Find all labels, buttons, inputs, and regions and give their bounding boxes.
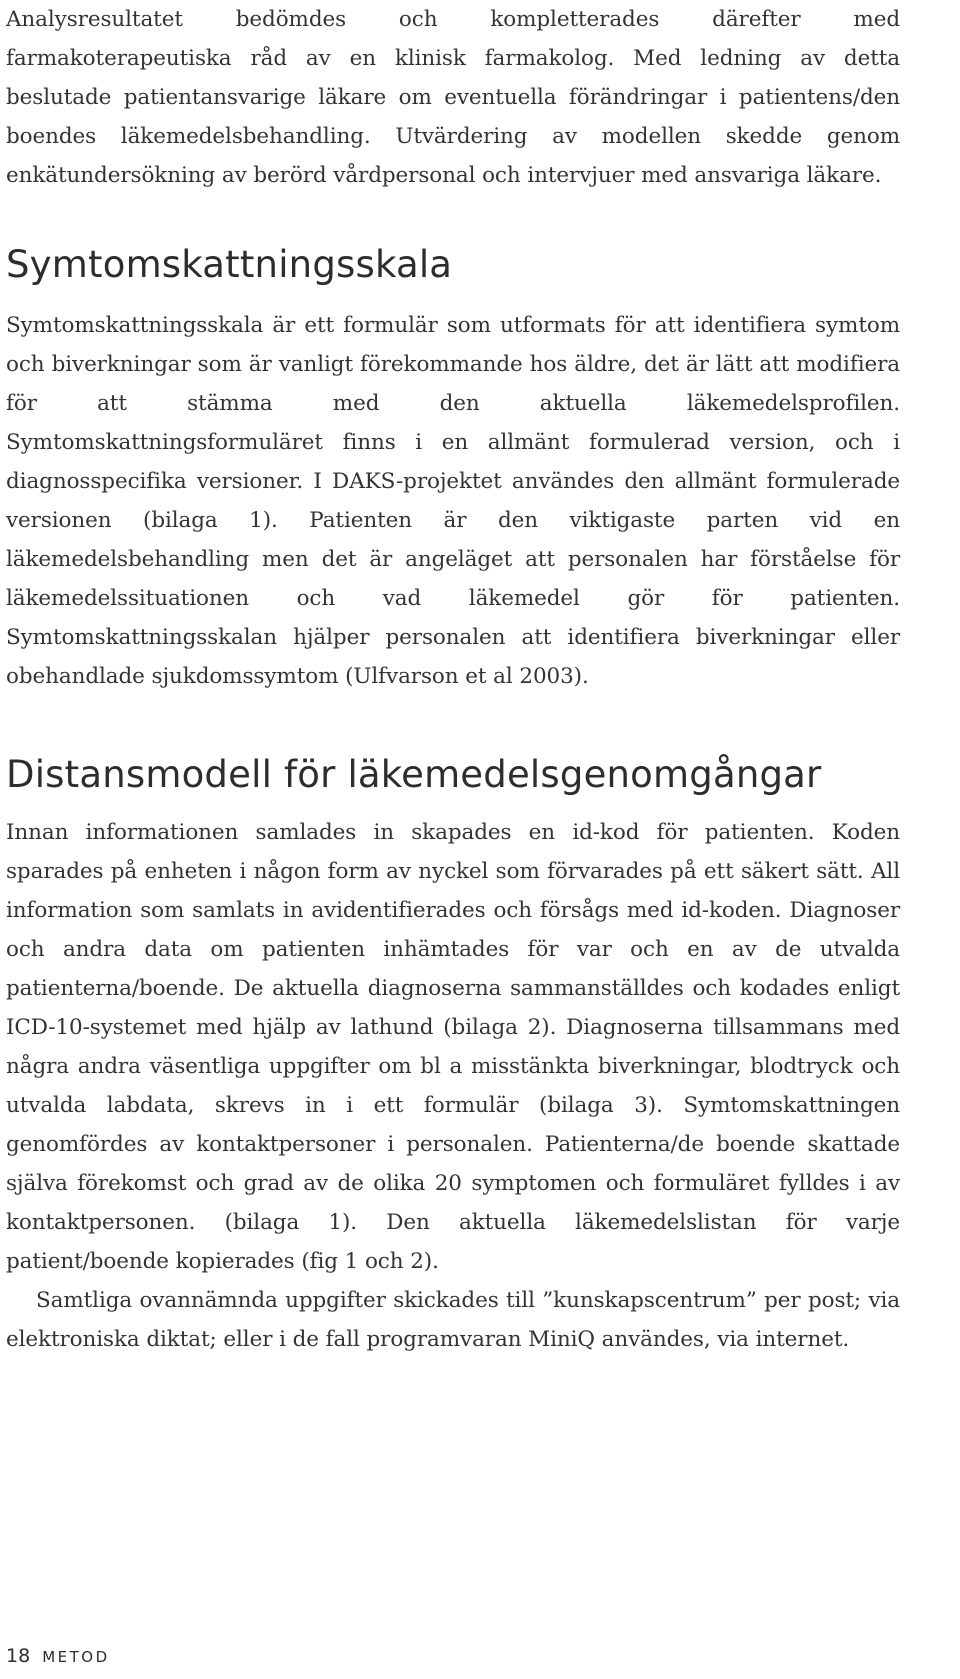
intro-paragraph: Analysresultatet bedömdes och kompletterades därefter med farmakoterapeutiska råd av en klinisk farmakolog. Med ledning av detta beslutade patientansvarige läkare om eventuella förändringar i patientens/den boendes läkemedelsbehandling. Utvärdering av modellen skedde genom enkätundersökning av berörd vårdpersonal och intervjuer med ansvariga läkare. [6, 7, 900, 188]
section-heading-distansmodell: Distansmodell för läkemedelsgenomgångar [6, 753, 822, 796]
page-footer [6, 1645, 110, 1667]
section-paragraph-symtomskattningsskala: Symtomskattningsskala är ett formulär som utformats för att identifiera symtom och biverkningar som är vanligt förekommande hos äldre, det är lätt att modifiera för att stämma med den aktuella läkemedelsprofilen. Symtomskattningsformuläret finns i en allmänt formulerad version, och i diagnosspecifika versioner. I DAKS-projektet användes den allmänt formulerade versionen (bilaga 1). Patienten är den viktigaste parten vid en läkemedelsbehandling men det är angeläget att personalen har förståelse för läkemedelssituationen och vad läkemedel gör för patienten. Symtomskattningsskalan hjälper personalen att identifiera biverkningar eller obehandlade sjukdomssymtom (Ulfvarson et al 2003). [6, 313, 900, 689]
footer-section-label: METOD [42, 1648, 110, 1666]
section-paragraph-distansmodell-2: Samtliga ovannämnda uppgifter skickades till ”kunskapscentrum” per post; via elektroniska diktat; eller i de fall programvaran MiniQ användes, via internet. [6, 1288, 900, 1352]
section-heading-symtomskattningsskala: Symtomskattningsskala [6, 243, 453, 286]
section-paragraph-distansmodell-1: Innan informationen samlades in skapades en id-kod för patienten. Koden sparades på enheten i någon form av nyckel som förvarades på ett säkert sätt. All information som samlats in avidentifierades och försågs med id-koden. Diagnoser och andra data om patienten inhämtades för var och en av de utvalda patienterna/boende. De aktuella diagnoserna sammanställdes och kodades enligt ICD-10-systemet med hjälp av lathund (bilaga 2). Diagnoserna tillsammans med några andra väsentliga uppgifter om bl a misstänkta biverkningar, blodtryck och utvalda labdata, skrevs in i ett formulär (bilaga 3). Symtomskattningen genomfördes av kontaktpersoner i personalen. Patienterna/de boende skattade själva förekomst och grad av de olika 20 symptomen och formuläret fylldes i av kontaktpersonen. (bilaga 1). Den aktuella läkemedelslistan för varje patient/boende kopierades (fig 1 och 2). [6, 820, 900, 1274]
page-number: 18 [6, 1645, 31, 1667]
document-page [6, 0, 900, 1352]
